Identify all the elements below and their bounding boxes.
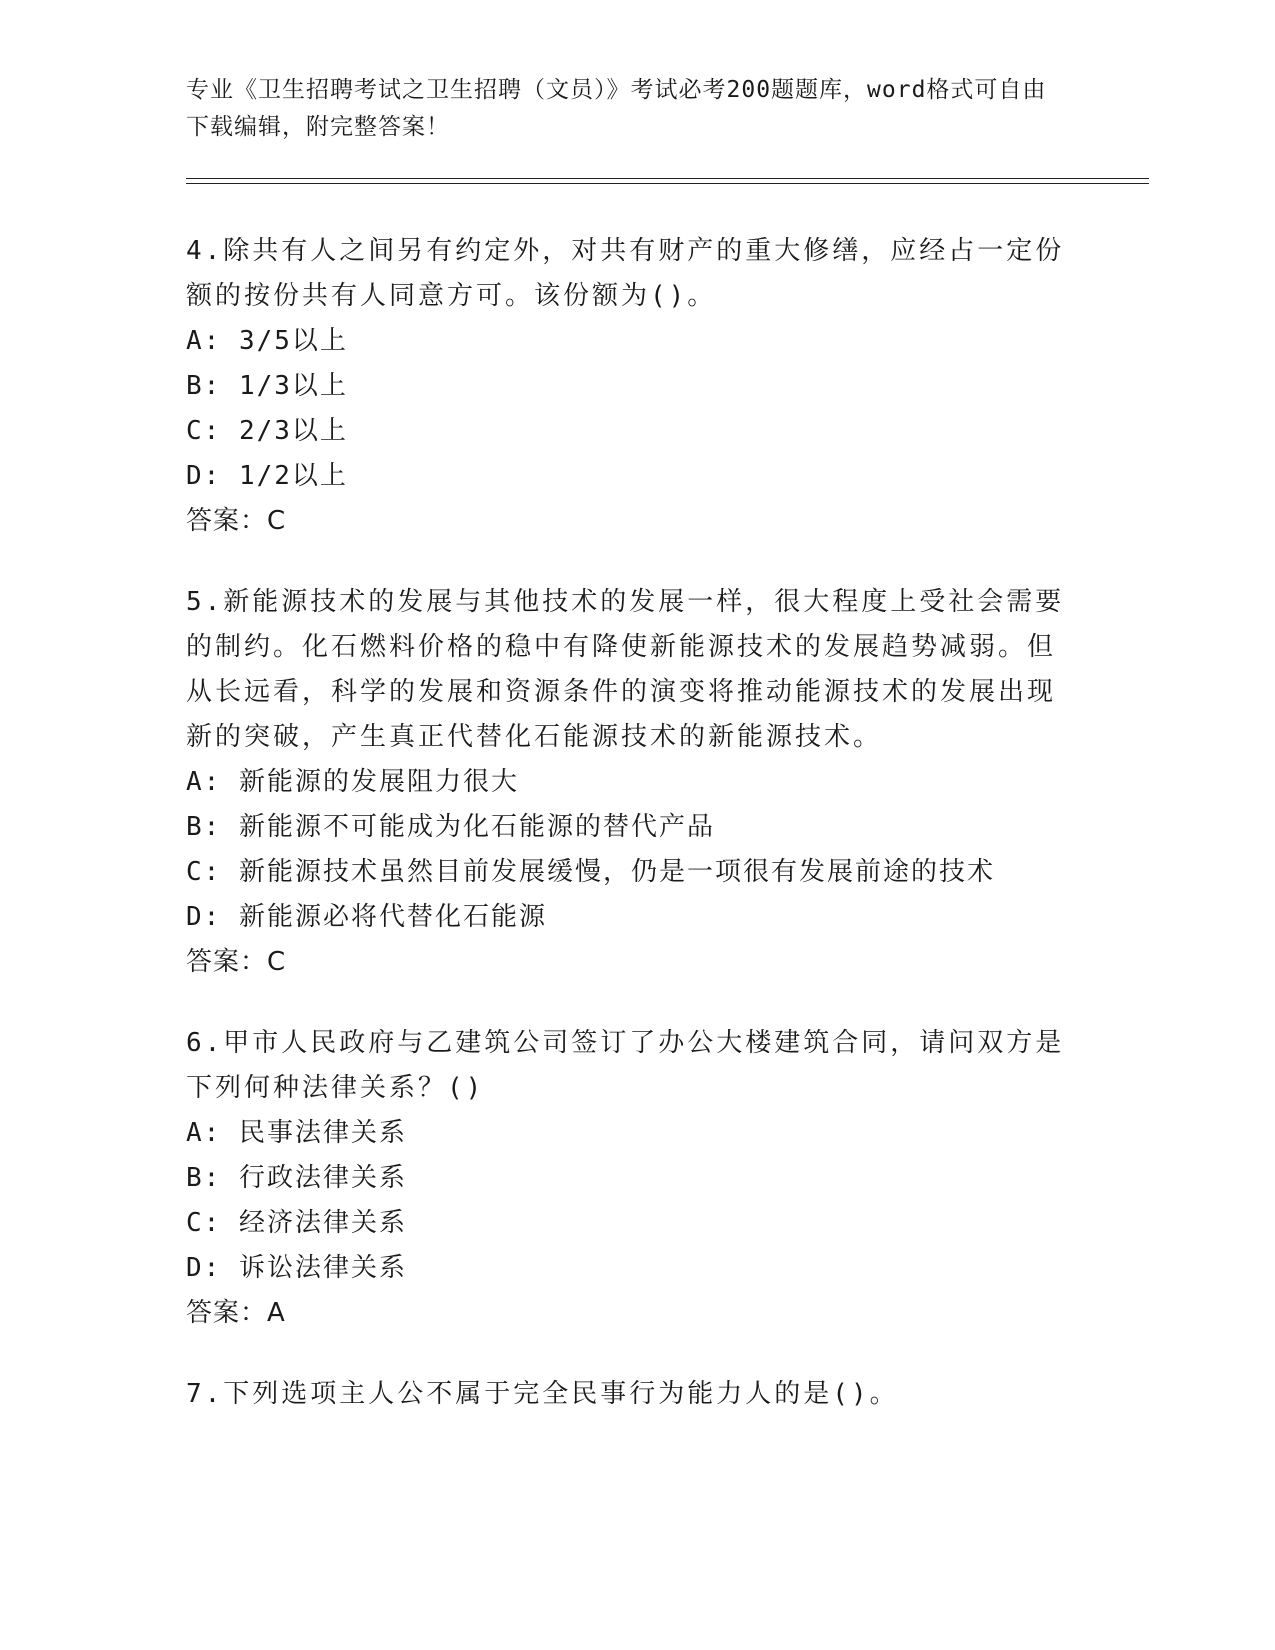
header-rule-top — [186, 178, 1149, 179]
question-7 — [186, 1372, 1066, 1417]
option-c: C: 2/3以上 — [186, 416, 348, 446]
question-answer: 答案：A — [186, 1298, 286, 1328]
question-stem: 5.新能源技术的发展与其他技术的发展一样，很大程度上受社会需要的制约。化石燃料价格的稳中有降使新能源技术的发展趋势减弱。但从长远看，科学的发展和资源条件的演变将推动能源技术的发展出现新的突破，产生真正代替化石能源技术的新能源技术。 — [186, 587, 1065, 752]
question-stem: 7.下列选项主人公不属于完全民事行为能力人的是()。 — [186, 1379, 899, 1409]
header-rule-bottom — [186, 183, 1149, 184]
question-stem: 4.除共有人之间另有约定外，对共有财产的重大修缮，应经占一定份额的按份共有人同意方可。该份额为()。 — [186, 236, 1065, 311]
question-answer: 答案：C — [186, 947, 287, 977]
option-b: B: 1/3以上 — [186, 371, 348, 401]
question-4 — [186, 229, 1066, 544]
option-d: D: 1/2以上 — [186, 461, 348, 491]
option-a: A: 3/5以上 — [186, 326, 348, 356]
option-b: B: 行政法律关系 — [186, 1163, 407, 1193]
question-list — [186, 229, 1066, 1453]
option-d: D: 新能源必将代替化石能源 — [186, 902, 547, 932]
option-c: C: 新能源技术虽然目前发展缓慢，仍是一项很有发展前途的技术 — [186, 857, 995, 887]
question-5 — [186, 580, 1066, 985]
document-header — [186, 72, 1066, 146]
option-a: A: 民事法律关系 — [186, 1118, 407, 1148]
option-a: A: 新能源的发展阻力很大 — [186, 767, 519, 797]
option-b: B: 新能源不可能成为化石能源的替代产品 — [186, 812, 715, 842]
option-d: D: 诉讼法律关系 — [186, 1253, 407, 1283]
question-stem: 6.甲市人民政府与乙建筑公司签订了办公大楼建筑合同，请问双方是下列何种法律关系？() — [186, 1028, 1065, 1103]
question-answer: 答案：C — [186, 506, 287, 536]
question-6 — [186, 1021, 1066, 1336]
option-c: C: 经济法律关系 — [186, 1208, 407, 1238]
header-title: 专业《卫生招聘考试之卫生招聘（文员）》考试必考200题题库，word格式可自由下载编辑，附完整答案！ — [186, 77, 1047, 140]
